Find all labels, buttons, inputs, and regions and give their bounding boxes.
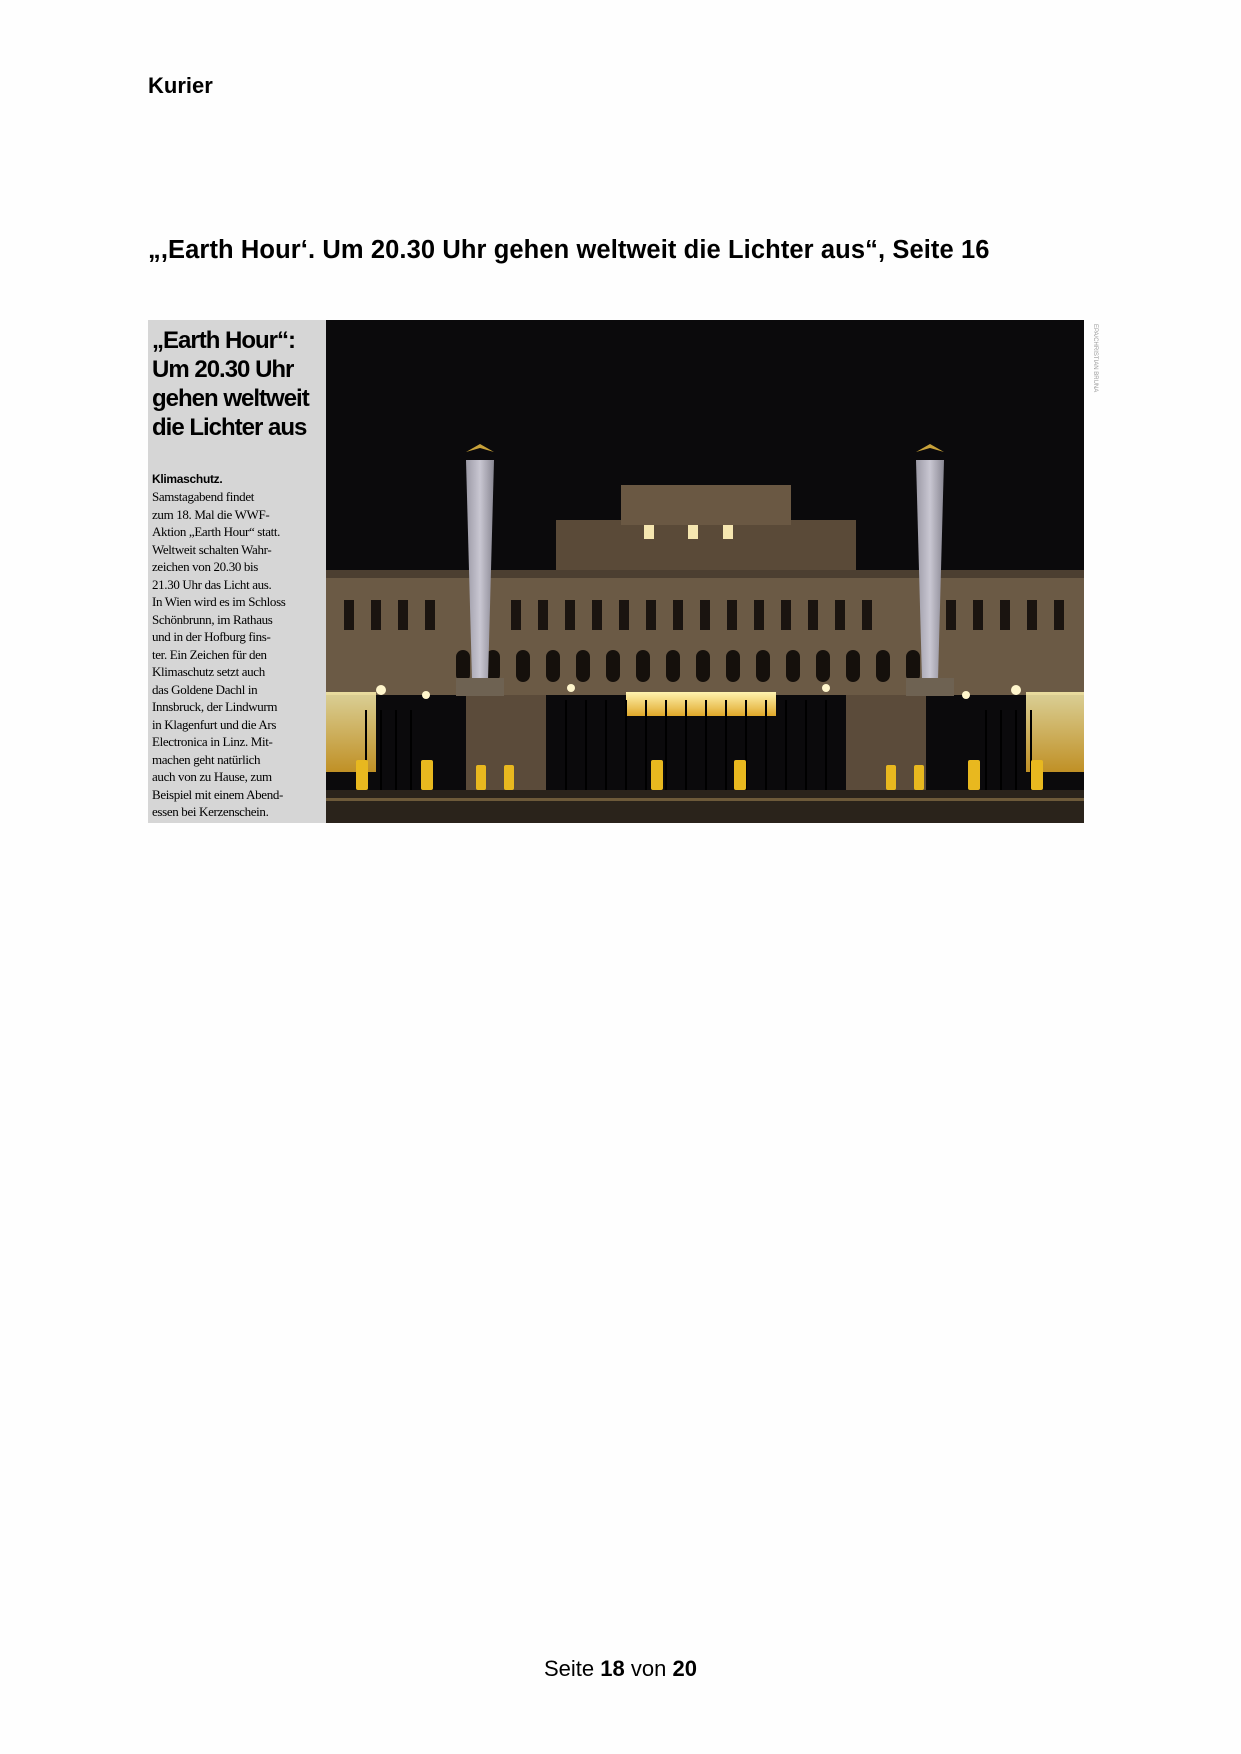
palace-illustration [326, 320, 1084, 823]
clipping-body-line: zum 18. Mal die WWF- [152, 506, 270, 522]
clipping-body [152, 488, 326, 821]
footer-middle: von [630, 1656, 667, 1681]
current-page-number: 18 [600, 1656, 625, 1681]
clipping-body-line: machen geht natürlich [152, 751, 261, 767]
clipping-text-column [148, 320, 326, 823]
clipping-body-line: ter. Ein Zeichen für den [152, 646, 267, 662]
clipping-body-line: das Goldene Dachl in [152, 681, 258, 697]
source-name: Kurier [148, 73, 213, 98]
clipping-body-line: Klimaschutz setzt auch [152, 664, 265, 679]
clipping-body-line: 21.30 Uhr das Licht aus. [152, 576, 272, 592]
clipping-body-line: Weltweit schalten Wahr- [152, 541, 272, 557]
clipping-body-line: In Wien wird es im Schloss [152, 594, 286, 609]
clipping-body-line: Schönbrunn, im Rathaus [152, 611, 273, 627]
clipping-body-line: Aktion „Earth Hour“ statt. [152, 524, 281, 539]
clipping-title-line: Um 20.30 Uhr [152, 356, 294, 383]
footer-prefix: Seite [544, 1656, 595, 1681]
palace-night-photo [326, 320, 1098, 823]
clipping-body-line: zeichen von 20.30 bis [152, 559, 259, 574]
clipping-body-line: auch von zu Hause, zum [152, 769, 272, 784]
clipping-body-line: Beispiel mit einem Abend- [152, 786, 283, 802]
clipping-title-line: gehen weltweit [152, 385, 309, 412]
clipping-body-line: Samstagabend findet [152, 489, 255, 504]
total-page-count: 20 [672, 1656, 697, 1681]
clipping-body-line: in Klagenfurt und die Ars [152, 716, 277, 732]
photo-credit: EPA/CHRISTIAN BRUNA [1092, 324, 1098, 393]
clipping-body-line: und in der Hofburg fins- [152, 629, 271, 644]
clipping-kicker: Klimaschutz. [152, 472, 223, 486]
article-headline: „,Earth Hour‘. Um 20.30 Uhr gehen weltweit die Lichter aus“, Seite 16 [148, 236, 990, 264]
page-footer [0, 1656, 1241, 1682]
clipping-body-line: Innsbruck, der Lindwurm [152, 699, 278, 714]
clipping-title [152, 326, 324, 442]
clipping-body-line: essen bei Kerzenschein. [152, 804, 269, 819]
clipping-title-line: die Lichter aus [152, 414, 307, 441]
clipping-body-line: Electronica in Linz. Mit- [152, 734, 273, 749]
clipping-title-line: „Earth Hour“: [152, 327, 295, 354]
newspaper-clipping [148, 320, 1098, 823]
